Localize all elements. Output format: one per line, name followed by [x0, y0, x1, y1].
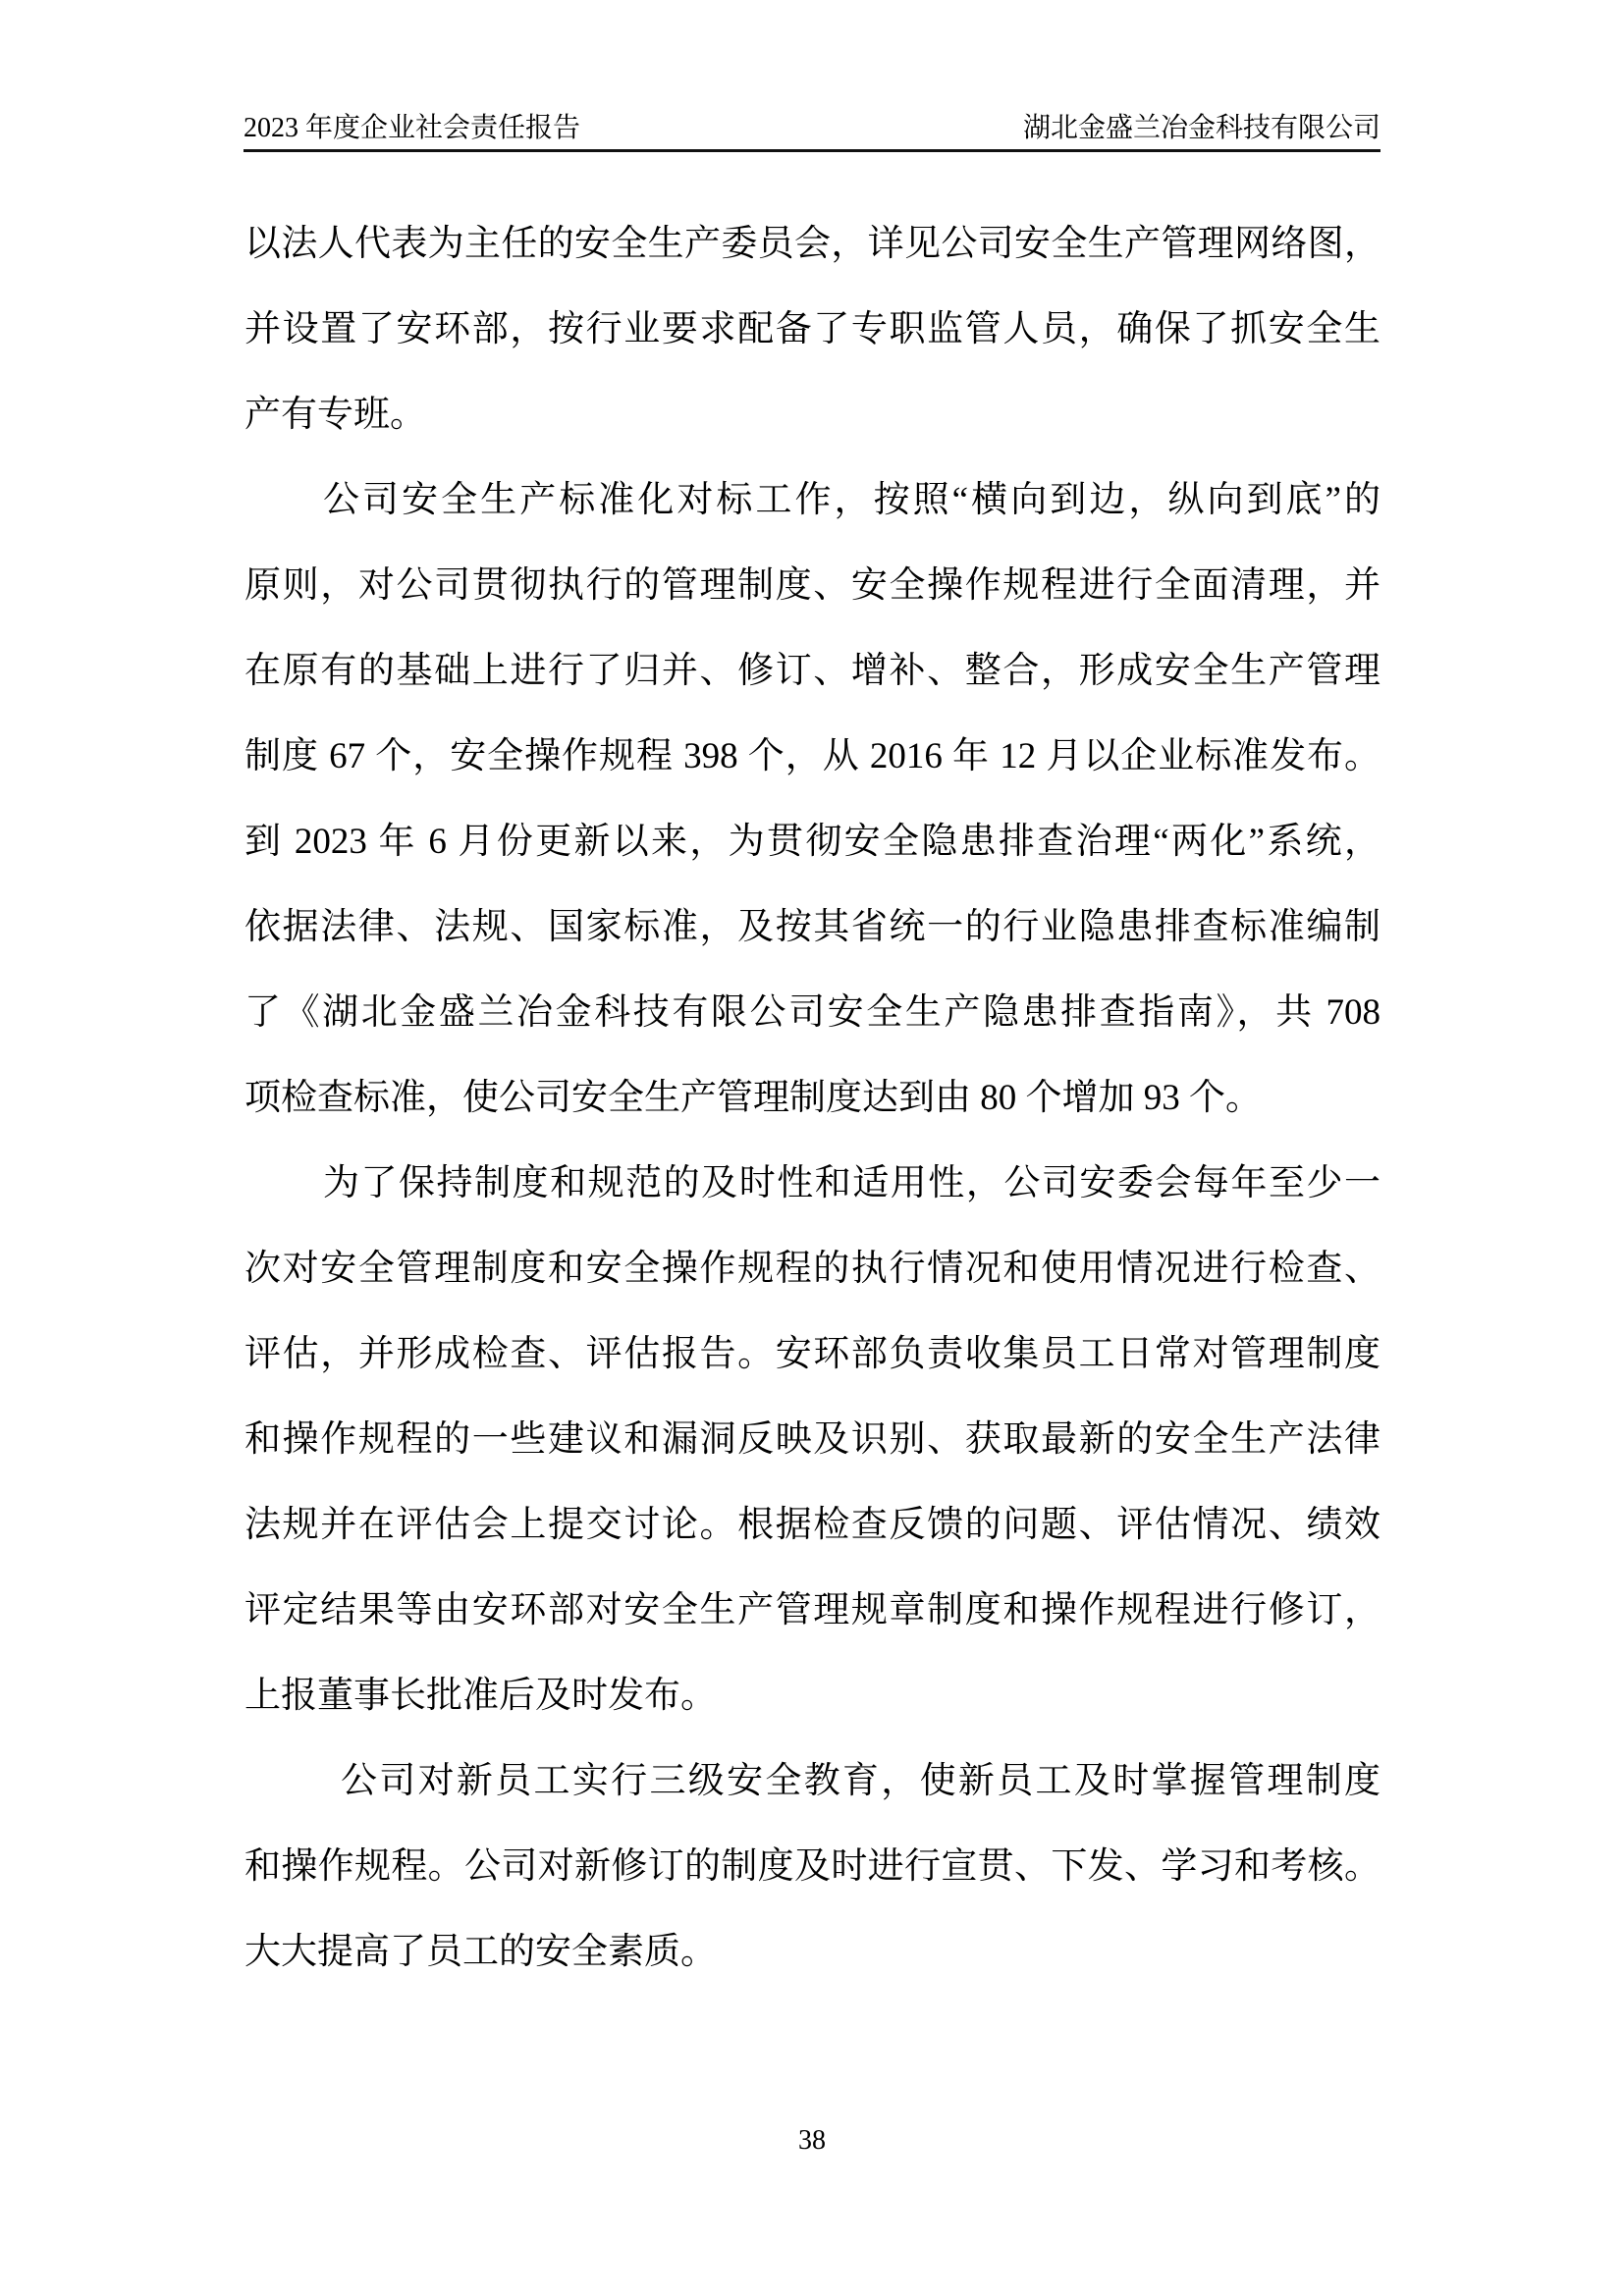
text-line: 在原有的基础上进行了归并、修订、增补、整合，形成安全生产管理: [244, 651, 1380, 691]
text-line: 大大提高了员工的安全素质。: [244, 1932, 717, 1972]
text-line: 公司对新员工实行三级安全教育，使新员工及时掌握管理制度: [341, 1761, 1380, 1801]
text-line: 上报董事长批准后及时发布。: [244, 1676, 717, 1716]
text-line: 以法人代表为主任的安全生产委员会，详见公司安全生产管理网络图，: [244, 224, 1380, 264]
header-report-title: 2023 年度企业社会责任报告: [244, 113, 581, 143]
document-body: [244, 201, 1380, 1995]
text-line: 原则，对公司贯彻执行的管理制度、安全操作规程进行全面清理，并: [244, 565, 1380, 606]
text-line: 制度 67 个，安全操作规程 398 个，从 2016 年 12 月以企业标准发布。: [244, 736, 1380, 776]
page-header: [244, 112, 1380, 152]
text-line: 评估，并形成检查、评估报告。安环部负责收集员工日常对管理制度: [244, 1334, 1380, 1374]
page-number: 38: [798, 2125, 826, 2156]
text-line: 公司安全生产标准化对标工作，按照“横向到边，纵向到底”的: [323, 480, 1380, 520]
header-company-name: 湖北金盛兰冶金科技有限公司: [1022, 113, 1380, 143]
text-line: 项检查标准，使公司安全生产管理制度达到由 80 个增加 93 个。: [244, 1078, 1262, 1118]
text-line: 和操作规程的一些建议和漏洞反映及识别、获取最新的安全生产法律: [244, 1419, 1380, 1460]
text-line: 为了保持制度和规范的及时性和适用性，公司安委会每年至少一: [323, 1163, 1380, 1203]
text-line: 次对安全管理制度和安全操作规程的执行情况和使用情况进行检查、: [244, 1249, 1380, 1289]
text-line: 并设置了安环部，按行业要求配备了专职监管人员，确保了抓安全生: [244, 309, 1380, 349]
text-line: 法规并在评估会上提交讨论。根据检查反馈的问题、评估情况、绩效: [244, 1505, 1380, 1545]
text-line: 到 2023 年 6 月份更新以来，为贯彻安全隐患排查治理“两化”系统，: [244, 822, 1380, 862]
text-line: 了《湖北金盛兰冶金科技有限公司安全生产隐患排查指南》，共 708: [244, 992, 1380, 1033]
text-line: 产有专班。: [244, 395, 426, 435]
text-line: 依据法律、法规、国家标准，及按其省统一的行业隐患排查标准编制: [244, 907, 1380, 947]
text-line: 和操作规程。公司对新修订的制度及时进行宣贯、下发、学习和考核。: [244, 1846, 1380, 1887]
text-line: 评定结果等由安环部对安全生产管理规章制度和操作规程进行修订，: [244, 1590, 1380, 1630]
page-footer: [0, 2124, 1624, 2158]
